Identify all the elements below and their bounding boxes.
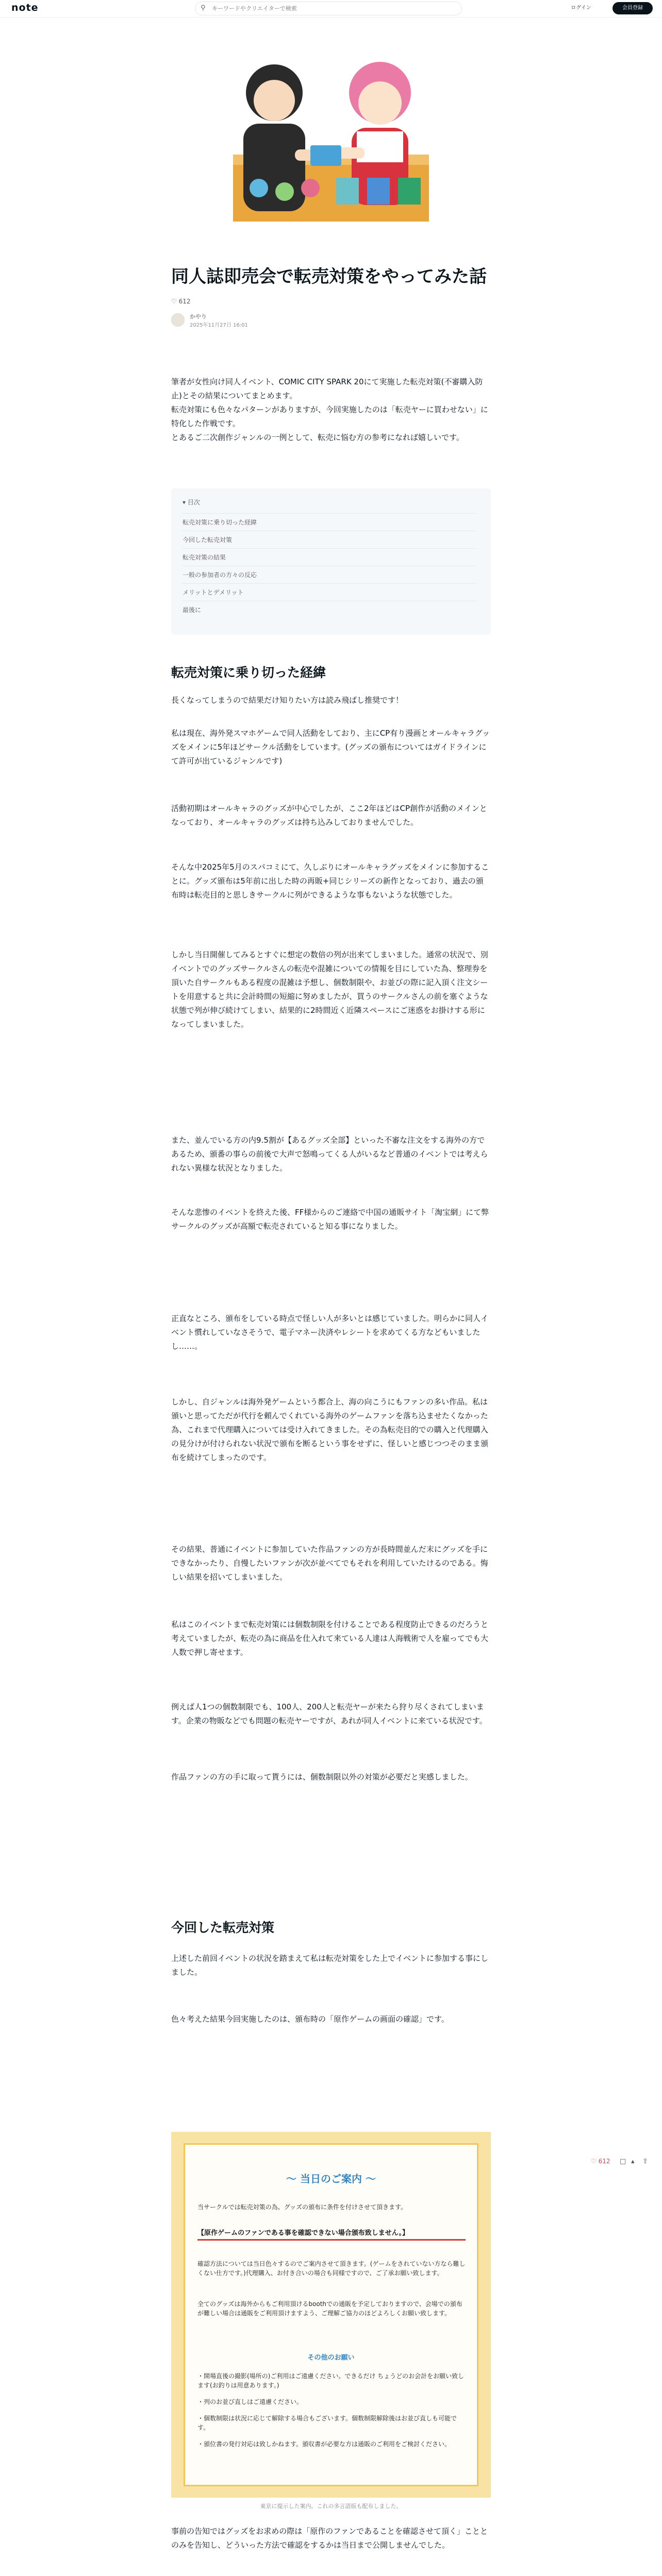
paragraph: 作品ファンの方の手に取って貰うには、個数制限以外の対策が必要だと実感しました。 xyxy=(171,1772,473,1782)
image-caption: 東京に提示した案内。これの多言語版も配布しました。 xyxy=(260,2503,402,2510)
hero-illustration xyxy=(202,52,460,238)
paragraph: そんな中2025年5月のスパコミにて、久しぶりにオールキャラグッズをメインに参加することに。グッズ頒布は5年前に出した時の再販+同じシリーズの新作となっており、過去の頒布時は転売目的と思しきサークルに列ができるような事もないような状態でした。 xyxy=(171,862,489,900)
avatar[interactable] xyxy=(171,313,185,327)
floating-actions xyxy=(591,2157,653,2169)
paragraph: 正直なところ、頒布をしている時点で怪しい人が多いとは感じていました。明らかに同人イベント慣れしていなさそうで、電子マネー決済やレシートを求めてくる方などもいましたし……。 xyxy=(171,1314,489,1351)
paragraph: 色々考えた結果今回実施したのは、頒布時の「原作ゲームの画面の確認」です。 xyxy=(171,2014,449,2024)
notice-text: ・頒位書の発行対応は致しかねます。頒収書が必要な方は通販のご利用をご検討ください。 xyxy=(197,2441,451,2448)
toc-item[interactable]: メリットとデメリット xyxy=(183,583,476,601)
toc-item[interactable]: 一般の参加者の方々の反応 xyxy=(183,566,476,583)
section-heading: 転売対策に乗り切った経緯 xyxy=(171,665,326,680)
paragraph: 私はこのイベントまで転売対策には個数制限を付けることである程度防止できるのだろうと考えていましたが、転売の為に商品を仕入れて来ている人達は人海戦術で人を雇ってでも大人数で押し寄せます。 xyxy=(171,1620,489,1657)
paragraph: しかし当日開催してみるとすぐに想定の数倍の列が出来てしまいました。通常の状況で、別イベントでのグッズサークルさんの転売や混雑についての情報を目にしていた為、整理券を頂いた自サークルもある程度の混雑は予想し、個数制限や、お並びの際に記入頂く注文シートを用意すると共に会計時間の短縮に努めましたが、買うのサークルさんの前を塞ぐような状態で列が伸び続けてしまい、結果的に2時間近く近隣スペースにご迷惑をお掛けする形になってしまいました。 xyxy=(171,950,488,1029)
heart-icon: ♡ xyxy=(171,298,177,305)
paragraph: 活動初期はオールキャラのグッズが中心でしたが、ここ2年ほどはCP創作が活動のメインとなっており、オールキャラのグッズは持ち込みしておりませんでした。 xyxy=(171,804,487,827)
toc-item[interactable]: 転売対策に乗り切った経緯 xyxy=(183,513,476,531)
search-input[interactable] xyxy=(212,4,449,13)
intro-paragraph-1: 筆者が女性向け同人イベント、COMIC CITY SPARK 20にて実施した転売対策(不審購入防止)とその結果についてまとめます。 xyxy=(171,377,483,400)
section-heading: 今回した転売対策 xyxy=(171,1920,275,1935)
heart-icon: ♡ xyxy=(591,2158,597,2165)
paragraph: また、並んでいる方の内9.5割が【あるグッズ全部】といった不審な注文をする海外の方であるため、頒番の事らの前後で大声で怒鳴ってくる人がいるなど普通のイベントでは考えられない異様な状況となりました。 xyxy=(171,1136,488,1173)
article-title: 同人誌即売会で転売対策をやってみた話 xyxy=(171,266,487,287)
like-count-value: 612 xyxy=(598,2158,610,2165)
notice-warning: 【原作ゲームのファンである事を確認できない場合頒布致しません。】 xyxy=(197,2227,466,2241)
toc-icon: ▾ xyxy=(183,499,186,506)
search-icon: ⚲ xyxy=(201,4,206,12)
notice-heading: ～ 当日のご案内 ～ xyxy=(286,2173,376,2185)
publish-date: 2025年11月27日 16:01 xyxy=(190,323,248,328)
notice-card xyxy=(184,2143,478,2486)
paragraph: 上述した前回イベントの状況を踏まえて私は転売対策をした上でイベントに参加する事にしました。 xyxy=(171,1954,489,1977)
notice-text: 当サークルでは転売対策の為、グッズの頒布に条件を付けさせて頂きます。 xyxy=(197,2204,407,2211)
toc-item[interactable]: 今回した転売対策 xyxy=(183,531,476,548)
toc-title-label: 目次 xyxy=(187,499,200,506)
paragraph: 例えば人1つの個数制限でも、100人、200人と転売ヤーが来たら狩り尽くされてしまいます。企業の物販などでも問題の転売ヤーですが、あれが同人イベントに来ている状況です。 xyxy=(171,1702,487,1725)
notice-subheading: その他のお願い xyxy=(307,2354,355,2362)
author-name[interactable]: かやり xyxy=(190,313,207,320)
site-header xyxy=(0,0,662,18)
like-count[interactable] xyxy=(171,298,191,305)
search-box[interactable] xyxy=(195,2,462,15)
table-of-contents xyxy=(171,488,491,635)
event-notice-image xyxy=(171,2132,491,2498)
share-icon[interactable]: ⇧ xyxy=(642,2158,648,2165)
paragraph: その結果、普通にイベントに参加していた作品ファンの方が長時間並んだ末にグッズを手にできなかったり、自慢したいファンが次が並べてでもそれを利用していたけるのである。悔しい結果を招いてしまいました。 xyxy=(171,1545,488,1582)
note-logo[interactable]: note xyxy=(11,2,39,13)
paragraph: 事前の告知ではグッズをお求めの際は「原作のファンであることを確認させて頂く」こととのみを告知し、どういった方法で確認をするかは当日まで公開しませんでした。 xyxy=(171,2527,488,2550)
signup-button[interactable]: 会員登録 xyxy=(613,2,653,14)
notice-text: ・開場直後の撮影(場所の)ご利用はご遠慮ください。できるだけ ちょうどのお会計をお願い致します(お釣りは用意あります。) xyxy=(197,2372,465,2389)
intro-paragraph-2: 転売対策にも色々なパターンがありますが、今回実施したのは「転売ヤーに買わせない」に特化した作戦です。 xyxy=(171,405,488,428)
notice-text: 全てのグッズは海外からもご利用頂けるboothでの通販を予定しておりますので、会場での頒布が難しい場合は通販をご利用頂けますよう、ご理解ご協力のほどよろしくお願い致します。 xyxy=(197,2300,462,2317)
toc-item[interactable]: 転売対策の結果 xyxy=(183,548,476,566)
like-count-value: 612 xyxy=(178,298,191,305)
intro-paragraph-3: とあるご二次創作ジャンルの一例として、転売に悩む方の参考になれば嬉しいです。 xyxy=(171,433,464,442)
toc-item[interactable]: 最後に xyxy=(183,601,476,618)
like-button[interactable] xyxy=(591,2158,610,2165)
login-button[interactable]: ログイン xyxy=(571,5,591,11)
notice-text: ・列のお並び直しはご遠慮ください。 xyxy=(197,2398,303,2405)
comment-icon[interactable]: □ xyxy=(620,2158,626,2165)
notice-text: ・個数制限は状況に応じて解除する場合もございます。個数制限解除後はお並び直しも可能です。 xyxy=(197,2415,457,2431)
paragraph: 長くなってしまうので結果だけ知りたい方は読み飛ばし推奨です！ xyxy=(171,696,404,705)
paragraph: そんな悲惨のイベントを終えた後、FF様からのご連絡で中国の通販サイト「淘宝網」にて弊サークルのグッズが高額で転売されていると知る事になりました。 xyxy=(171,1208,489,1231)
paragraph: 私は現在、海外発スマホゲームで同人活動をしており、主にCP有り漫画とオールキャラグッズをメインに5年ほどサークル活動をしています。(グッズの頒布についてはガイドラインにて許可が出ているジャンルです) xyxy=(171,728,490,766)
bookmark-icon[interactable]: ▴ xyxy=(631,2158,635,2165)
notice-text: 確認方法については当日色々するのでご案内させて頂きます。(ゲームをされていない方なら難しくない仕方です。)代理購入、お付き合いの場合も同様ですので、ご了承お願い致します。 xyxy=(197,2260,466,2277)
paragraph: しかし、自ジャンルは海外発ゲームという都合上、海の向こうにもファンの多い作品。私は頒いと思ってただが代行を頼んでくれている海外のゲームファンを落ち込ませたくなかった為、これまで代理購入については受け入れてきました。その為転売目的での購入と代理購入の見分けが付けられない状況で頒布を断るという事をせずに、怪しいと感じつつそのまま頒布を続けてしまったのです。 xyxy=(171,1397,489,1462)
toc-title xyxy=(183,498,200,506)
